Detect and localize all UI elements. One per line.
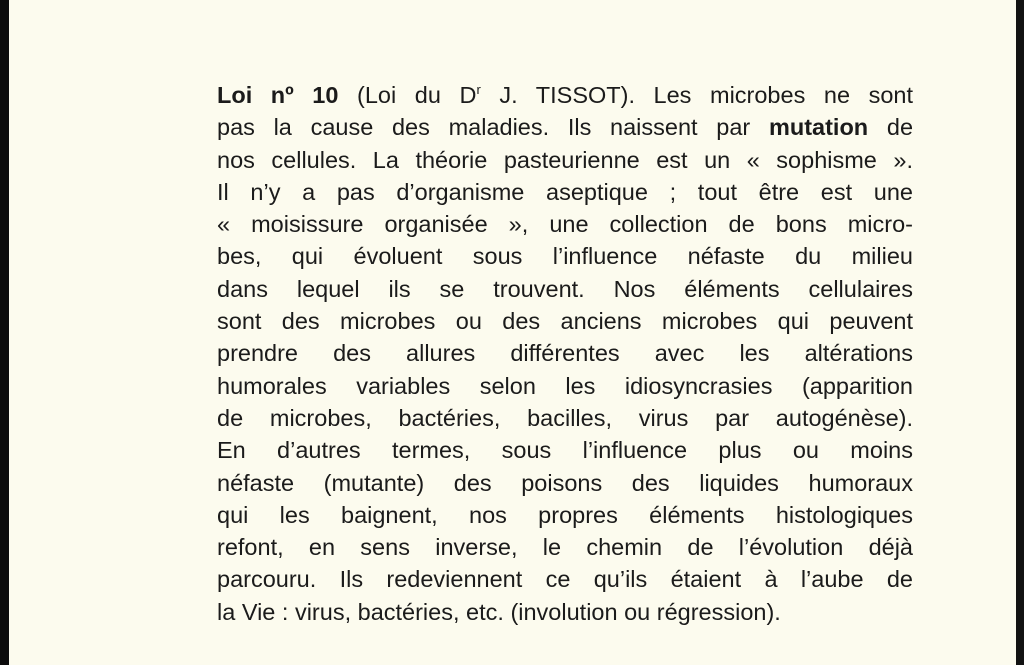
paragraph-line-5: « moisissure organisée », une collection de bons micro- xyxy=(217,211,913,238)
paragraph-line-1 xyxy=(217,79,913,111)
paragraph-line-16: parcouru. Ils redeviennent ce qu’ils étaient à l’aube de xyxy=(217,566,913,593)
law-intro-suffix: J. TISSOT). Les microbes ne sont xyxy=(480,82,914,108)
law-paragraph xyxy=(217,79,913,628)
doctor-superscript: r xyxy=(476,82,481,98)
paragraph-line-4: Il n’y a pas d’organisme aseptique ; tout être est une xyxy=(217,178,913,205)
paragraph-line-12: En d’autres termes, sous l’influence plus ou moins xyxy=(217,437,913,464)
paragraph-line-7: dans lequel ils se trouvent. Nos éléments cellulaires xyxy=(217,275,913,302)
paragraph-line-11: de microbes, bactéries, bacilles, virus par autogénèse). xyxy=(217,404,913,431)
law-intro-prefix: (Loi du D xyxy=(338,82,477,108)
paragraph-line-3: nos cellules. La théorie pasteurienne est un « sophisme ». xyxy=(217,146,913,173)
paragraph-line-14: qui les baignent, nos propres éléments histologiques xyxy=(217,501,913,528)
paragraph-line-13: néfaste (mutante) des poisons des liquides humoraux xyxy=(217,469,913,496)
right-scan-edge xyxy=(1016,0,1024,665)
left-scan-edge xyxy=(0,0,9,665)
paragraph-line-15: refont, en sens inverse, le chemin de l’évolution déjà xyxy=(217,534,913,561)
paragraph-line-17: la Vie : virus, bactéries, etc. (involution ou régression). xyxy=(217,598,781,625)
law-number: Loi nº 10 xyxy=(217,82,339,108)
paragraph-line-8: sont des microbes ou des anciens microbes qui peuvent xyxy=(217,308,913,335)
paragraph-line-9: prendre des allures différentes avec les altérations xyxy=(217,340,913,367)
paragraph-line-10: humorales variables selon les idiosyncrasies (apparition xyxy=(217,372,913,399)
line2-before: pas la cause des maladies. Ils naissent par xyxy=(217,114,769,141)
line2-after: de xyxy=(868,114,914,141)
paragraph-line-6: bes, qui évoluent sous l’influence néfaste du milieu xyxy=(217,243,913,270)
document-page xyxy=(9,0,1016,665)
mutation-term: mutation xyxy=(768,114,869,141)
paragraph-line-2 xyxy=(217,111,913,143)
